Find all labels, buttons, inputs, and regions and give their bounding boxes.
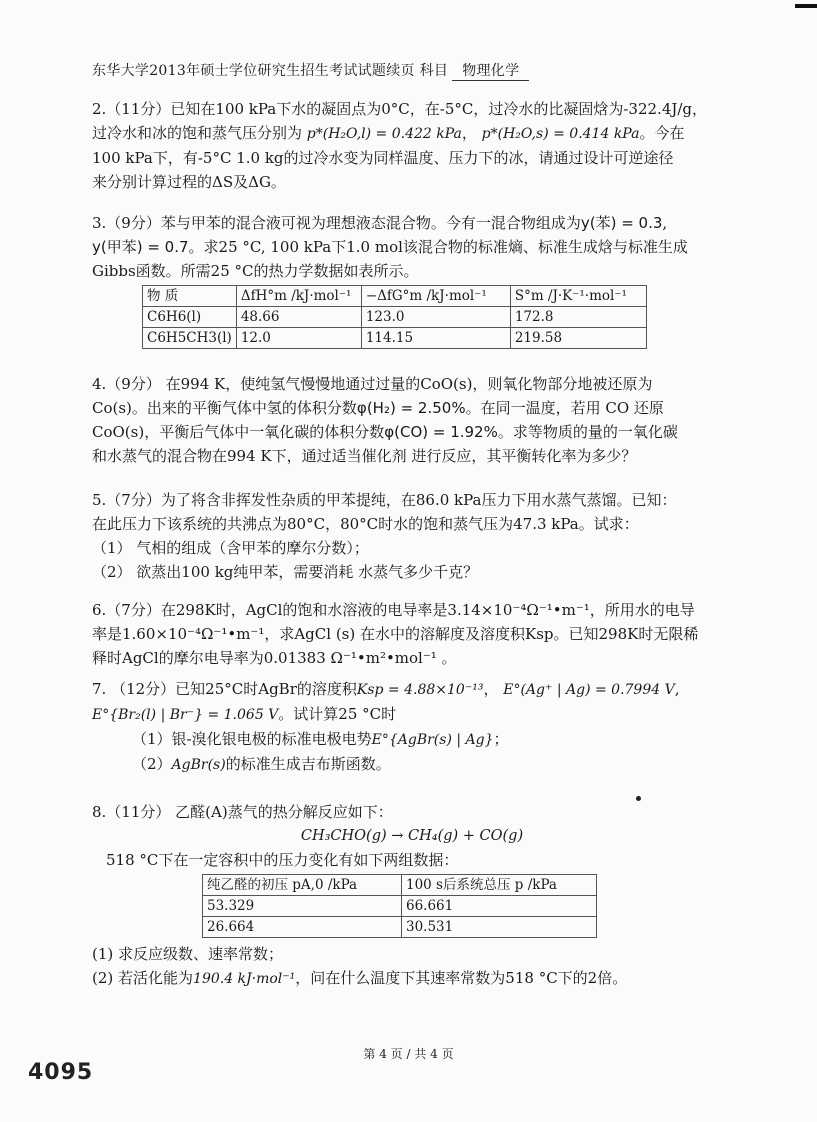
q3-y-toluene: y(甲苯) = 0.7 bbox=[92, 238, 189, 256]
q4-line3a: CoO(s)，平衡后气体中一氧化碳的体积分数 bbox=[92, 423, 385, 441]
page-stamp: 4095 bbox=[28, 1060, 94, 1085]
table-header-cell: S°m /J·K⁻¹·mol⁻¹ bbox=[510, 286, 646, 307]
q6-line1: 6.（7分）在298K时，AgCl的饱和水溶液的电导率是3.14×10⁻⁴Ω⁻¹•m⁻¹，所用水的电导 bbox=[92, 601, 695, 619]
q8-line2: 518 °C下在一定容积中的压力变化有如下两组数据： bbox=[106, 851, 459, 869]
table-row bbox=[143, 328, 647, 349]
q8-equation: CH₃CHO(g) → CH₄(g) + CO(g) bbox=[300, 828, 524, 844]
q8-item2a: (2) 若活化能为 bbox=[92, 969, 194, 987]
question-5 bbox=[92, 488, 732, 584]
q7-item1a: （1）银-溴化银电极的标准电极电势 bbox=[132, 730, 372, 748]
q7-item2c: 的标准生成吉布斯函数。 bbox=[225, 755, 391, 773]
table-cell: 66.661 bbox=[402, 896, 597, 917]
q7-agbr: AgBr(s) bbox=[171, 757, 226, 773]
table-row bbox=[143, 307, 647, 328]
q5-line1: 5.（7分）为了将含非挥发性杂质的甲苯提纯，在86.0 kPa压力下用水蒸气蒸馏。已知： bbox=[92, 491, 677, 509]
table-cell: 26.664 bbox=[203, 917, 402, 938]
q2-line2b: 。今在 bbox=[639, 124, 685, 142]
table-cell: 219.58 bbox=[510, 328, 646, 349]
q2-p-liquid: p*(H₂O,l) = 0.422 kPa bbox=[306, 126, 462, 142]
header-title: 东华大学2013年硕士学位研究生招生考试试题续页 科目 bbox=[92, 63, 449, 79]
q7-item2a: （2） bbox=[132, 755, 172, 773]
page-header bbox=[92, 60, 732, 81]
q3-line1a: 3.（9分）苯与甲苯的混合液可视为理想液态混合物。今有一混合物组成为 bbox=[92, 214, 581, 232]
q4-line3b: 。求等物质的量的一氧化碳 bbox=[497, 423, 678, 441]
question-3: 3.（9分）苯与甲苯的混合液可视为理想液态混合物。今有一混合物组成为y(苯) = 0.3, y(甲苯) = 0.7。求25 °C, 100 kPa下1.0 mol该混合物的标准熵、标准生成焓与标准生成 Gibbs函数。所需25 °C的热力学数据如表所示。 物 质 ΔfH°m /kJ·mol⁻¹ −ΔfG°m /kJ·mol⁻¹ S°m /J·K⁻¹·mol⁻¹ C6H6(l) 48.66 123.0 172.8 C6H5CH3(l) 12.0 114.15 219.58 bbox=[92, 211, 732, 349]
table-cell: 114.15 bbox=[361, 328, 510, 349]
q7-line2b: 。试计算25 °C时 bbox=[278, 705, 397, 723]
table-cell: 172.8 bbox=[510, 307, 646, 328]
q3-line3: Gibbs函数。所需25 °C的热力学数据如表所示。 bbox=[92, 262, 419, 280]
q3-line2b: 。求25 °C, 100 kPa下1.0 mol该混合物的标准熵、标准生成焓与标准生成 bbox=[188, 238, 688, 256]
table-header-row bbox=[203, 875, 597, 896]
table-cell: C6H5CH3(l) bbox=[143, 328, 237, 349]
q2-line4: 来分别计算过程的ΔS及ΔG。 bbox=[92, 173, 286, 191]
table-header-cell: 100 s后系统总压 p /kPa bbox=[402, 875, 597, 896]
q8-line1: 8.（11分） 乙醛(A)蒸气的热分解反应如下： bbox=[92, 803, 393, 821]
q2-line1: 2.（11分）已知在100 kPa下水的凝固点为0°C，在-5°C，过冷水的比凝固焓为-322.4J/g， bbox=[92, 100, 708, 118]
page-footer: 第 4 页 / 共 4 页 bbox=[363, 1047, 454, 1061]
table-cell: 53.329 bbox=[203, 896, 402, 917]
header-subject: 物理化学 bbox=[452, 60, 529, 81]
q8-data-table bbox=[202, 874, 597, 938]
q2-line2a: 过冷水和冰的饱和蒸气压分别为 bbox=[92, 124, 303, 142]
q8-item1: (1) 求反应级数、速率常数； bbox=[92, 945, 284, 963]
q4-line1: 4.（9分） 在994 K，使纯氢气慢慢地通过过量的CoO(s)，则氧化物部分地被还原为 bbox=[92, 375, 653, 393]
question-4 bbox=[92, 372, 732, 468]
table-header-cell: 物 质 bbox=[143, 286, 237, 307]
table-cell: 30.531 bbox=[402, 917, 597, 938]
q2-p-solid: p*(H₂O,s) = 0.414 kPa bbox=[481, 126, 640, 142]
q5-item1: （1） 气相的组成（含甲苯的摩尔分数）； bbox=[92, 539, 369, 557]
table-header-row bbox=[143, 286, 647, 307]
table-cell: 48.66 bbox=[236, 307, 361, 328]
table-cell: 123.0 bbox=[361, 307, 510, 328]
q7-ksp: Ksp = 4.88×10⁻¹³ bbox=[356, 682, 484, 698]
q6-line3: 释时AgCl的摩尔电导率为0.01383 Ω⁻¹•m²•mol⁻¹ 。 bbox=[92, 649, 457, 667]
q7-e-agbr: E°{AgBr(s) | Ag} bbox=[371, 732, 494, 748]
q5-line2: 在此压力下该系统的共沸点为80°C，80°C时水的饱和蒸气压为47.3 kPa。试求： bbox=[92, 515, 639, 533]
table-row bbox=[203, 896, 597, 917]
q5-item2: （2） 欲蒸出100 kg纯甲苯，需要消耗 水蒸气多少千克？ bbox=[92, 563, 479, 581]
q8-item2b: ，问在什么温度下其速率常数为518 °C下的2倍。 bbox=[295, 969, 628, 987]
q7-e-ag: E°(Ag⁺ | Ag) = 0.7994 V bbox=[503, 682, 675, 698]
q6-line2: 率是1.60×10⁻⁴Ω⁻¹•m⁻¹，求AgCl (s) 在水中的溶解度及溶度积Ksp。已知298K时无限稀 bbox=[92, 625, 699, 643]
q2-line3: 100 kPa下，有-5°C 1.0 kg的过冷水变为同样温度、压力下的冰，请通过设计可逆途径 bbox=[92, 149, 674, 167]
q4-phi-h2: φ(H₂) = 2.50% bbox=[356, 399, 466, 417]
question-7: 7. （12分）已知25°C时AgBr的溶度积Ksp = 4.88×10⁻¹³， E°(Ag⁺ | Ag) = 0.7994 V, E°{Br₂(l) | Br⁻} = 1.065 V。试计算25 °C时 （1）银-溴化银电极的标准电极电势E°{AgBr(s) | Ag}； （2）AgBr(s)的标准生成吉布斯函数。 bbox=[92, 680, 680, 773]
table-cell: C6H6(l) bbox=[143, 307, 237, 328]
table-header-cell: 纯乙醛的初压 pA,0 /kPa bbox=[203, 875, 402, 896]
q4-line4: 和水蒸气的混合物在994 K下，通过适当催化剂 进行反应，其平衡转化率为多少？ bbox=[92, 447, 637, 465]
q7-line1a: 7. （12分）已知25°C时AgBr的溶度积 bbox=[92, 680, 357, 698]
question-8 bbox=[92, 800, 732, 991]
q8-ea: 190.4 kJ·mol⁻¹ bbox=[193, 971, 296, 987]
table-cell: 12.0 bbox=[236, 328, 361, 349]
q3-y-benzene: y(苯) = 0.3 bbox=[580, 214, 663, 232]
table-row bbox=[203, 917, 597, 938]
q3-data-table bbox=[142, 285, 647, 349]
q4-line2b: 。在同一温度，若用 CO 还原 bbox=[465, 399, 664, 417]
q4-line2a: Co(s)。出来的平衡气体中氢的体积分数 bbox=[92, 399, 357, 417]
q7-e-br: E°{Br₂(l) | Br⁻} = 1.065 V bbox=[92, 707, 279, 723]
question-2: 2.（11分）已知在100 kPa下水的凝固点为0°C，在-5°C，过冷水的比凝固焓为-322.4J/g， 过冷水和冰的饱和蒸气压分别为 p*(H₂O,l) = 0.422 kPa， p*(H₂O,s) = 0.414 kPa。今在 100 kPa下，有-5°C 1.0 kg的过冷水变为同样温度、压力下的冰，请通过设计可逆途径 来分别计算过程的ΔS及ΔG。 bbox=[92, 97, 732, 194]
q4-phi-co: φ(CO) = 1.92% bbox=[384, 423, 498, 441]
question-6 bbox=[92, 598, 732, 670]
table-header-cell: −ΔfG°m /kJ·mol⁻¹ bbox=[361, 286, 510, 307]
table-header-cell: ΔfH°m /kJ·mol⁻¹ bbox=[236, 286, 361, 307]
q7-item1c: ； bbox=[493, 730, 509, 748]
scan-corner-mark bbox=[795, 4, 817, 8]
